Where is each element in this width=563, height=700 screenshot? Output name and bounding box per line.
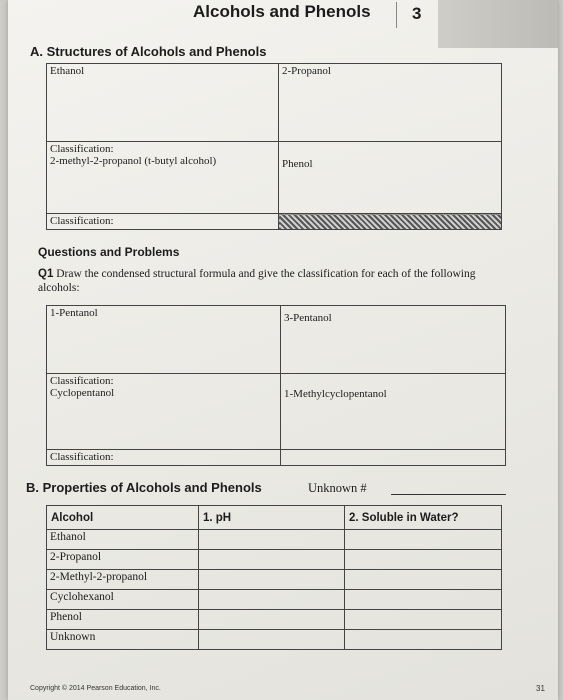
header-page-number: 3 [412,4,422,23]
structure-cell [281,374,506,450]
table-row [47,590,502,610]
table-row [47,530,502,550]
question-1 [38,267,516,295]
soluble-cell[interactable] [345,530,502,550]
structure-cell [279,64,502,142]
structure-cell [47,306,281,374]
questions-heading: Questions and Problems [38,245,180,259]
compound-name: Cyclopentanol [50,387,115,399]
structure-cell [281,450,506,466]
table-row [47,550,502,570]
hatched-cell [279,214,502,230]
ph-cell[interactable] [199,550,345,570]
compound-name: 2-methyl-2-propanol (t-butyl alcohol) [50,155,217,167]
structure-cell [47,142,279,214]
classification-label: Classification: [50,215,114,227]
structure-cell [281,306,506,374]
structures-grid [46,63,502,230]
worksheet-page [8,0,558,700]
ph-cell[interactable] [199,630,345,650]
table-row [47,610,502,630]
column-header-alcohol: Alcohol [47,506,199,530]
ph-cell[interactable] [199,570,345,590]
copyright-notice: Copyright © 2014 Pearson Education, Inc. [30,685,161,692]
alcohol-name: 2-Methyl-2-propanol [47,570,199,590]
alcohol-name: Unknown [47,630,199,650]
alcohol-name: Phenol [47,610,199,630]
structure-cell [279,142,502,214]
soluble-cell[interactable] [345,610,502,630]
header-tab-block [438,0,558,48]
table-row [47,570,502,590]
structure-cell [47,450,281,466]
soluble-cell[interactable] [345,630,502,650]
soluble-cell[interactable] [345,590,502,610]
compound-name: 2-Propanol [282,65,331,77]
compound-name: 3-Pentanol [284,312,332,324]
page-header [8,0,558,34]
unknown-number-label: Unknown # [308,481,367,495]
structure-cell [47,214,279,230]
compound-name: Phenol [282,158,313,170]
question-number: Q1 [38,268,54,280]
alcohol-name: Cyclohexanol [47,590,199,610]
q1-grid [46,305,506,466]
structure-cell [47,374,281,450]
soluble-cell[interactable] [345,570,502,590]
unknown-number-line[interactable] [391,494,506,495]
column-header-soluble: 2. Soluble in Water? [345,506,502,530]
classification-label: Classification: [50,375,114,387]
classification-label: Classification: [50,143,114,155]
alcohol-name: 2-Propanol [47,550,199,570]
alcohol-name: Ethanol [47,530,199,550]
soluble-cell[interactable] [345,550,502,570]
page-title: Alcohols and Phenols [193,2,371,21]
properties-table [46,505,502,650]
ph-cell[interactable] [199,610,345,630]
compound-name: Ethanol [50,65,85,77]
footer-page-number: 31 [536,684,545,693]
header-divider [396,2,397,28]
compound-name: 1-Pentanol [50,307,98,319]
classification-label: Classification: [50,451,114,463]
ph-cell[interactable] [199,530,345,550]
column-header-ph: 1. pH [199,506,345,530]
ph-cell[interactable] [199,590,345,610]
table-row [47,630,502,650]
structure-cell [47,64,279,142]
section-a-title: A. Structures of Alcohols and Phenols [30,44,267,59]
section-b-title: B. Properties of Alcohols and Phenols [26,480,262,495]
compound-name: 1-Methylcyclopentanol [284,388,387,400]
question-text: Draw the condensed structural formula and give the classification for each of the following alcohols: [38,268,476,294]
